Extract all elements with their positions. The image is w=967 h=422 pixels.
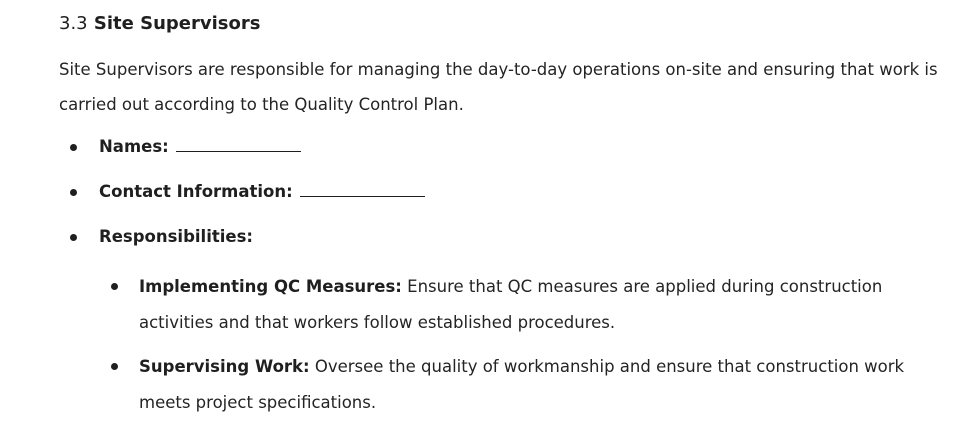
field-names: [99, 135, 301, 159]
responsibility-label: Supervising Work:: [139, 357, 310, 376]
field-label: Names:: [99, 137, 169, 156]
bullet: [70, 144, 77, 151]
responsibility-text: Ensure that QC measures are applied during construction activities and that workers follow established procedures.: [139, 277, 883, 332]
section-title: Site Supervisors: [93, 13, 261, 34]
names-blank-line: [176, 135, 301, 152]
responsibility-label: Implementing QC Measures:: [139, 277, 402, 296]
section-heading: [59, 11, 260, 37]
field-label: Responsibilities:: [99, 227, 254, 246]
responsibility-item: [139, 349, 939, 421]
bullet: [111, 283, 118, 290]
field-label: Contact Information:: [99, 182, 293, 201]
bullet: [70, 234, 77, 241]
field-contact-information: [99, 180, 425, 204]
responsibility-item: [139, 269, 939, 341]
section-number: 3.3: [59, 13, 88, 34]
responsibility-text: Oversee the quality of workmanship and ensure that construction work meets project specifications.: [139, 357, 905, 412]
bullet: [70, 189, 77, 196]
field-responsibilities: [99, 225, 253, 249]
section-intro: Site Supervisors are responsible for managing the day-to-day operations on-site and ensuring that work is carried out according to the Quality Control Plan.: [59, 60, 938, 114]
contact-blank-line: [300, 180, 425, 197]
bullet: [111, 363, 118, 370]
